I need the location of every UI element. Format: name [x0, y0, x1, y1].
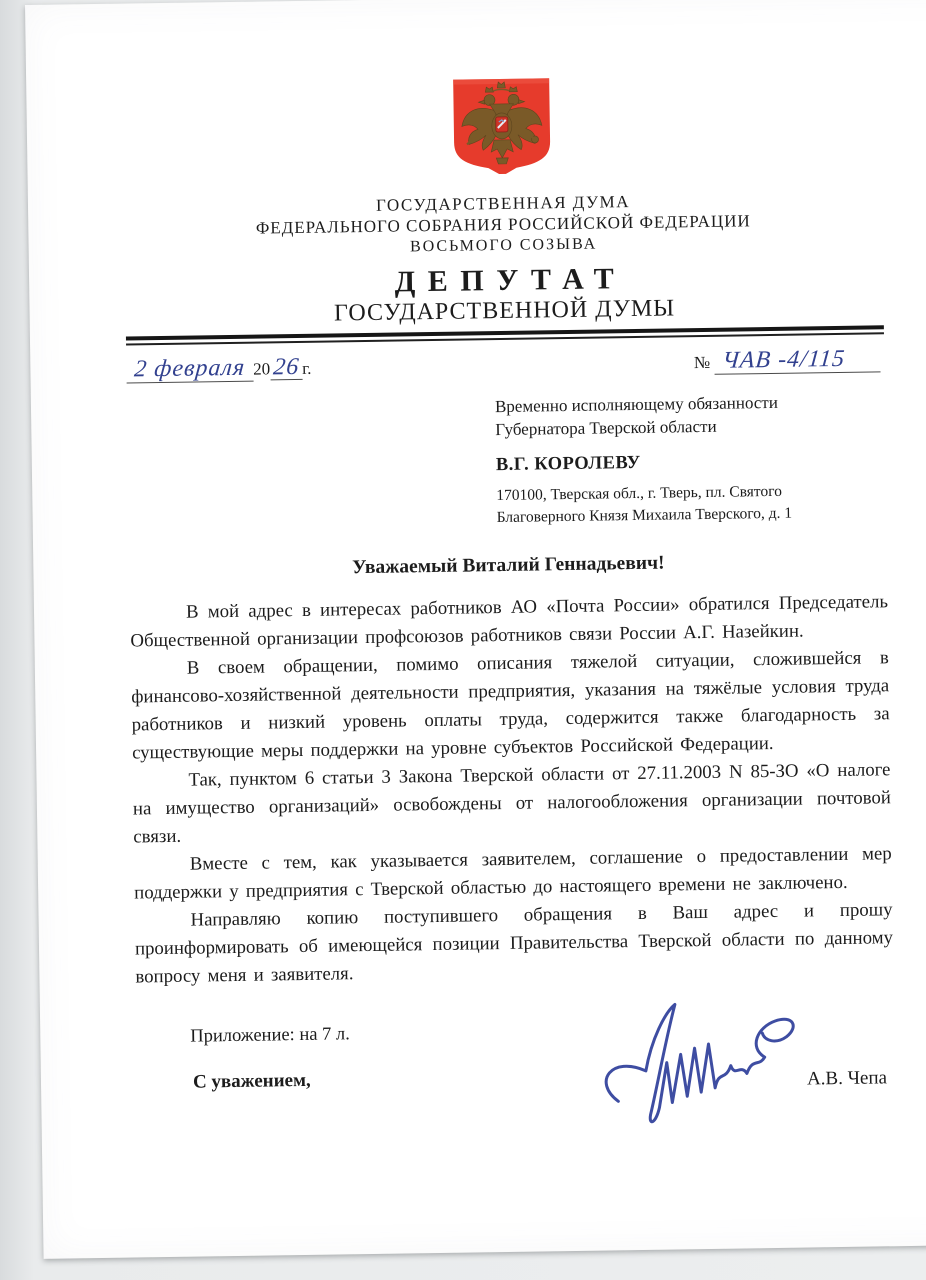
year-handwritten: 26: [271, 354, 301, 381]
number-underline: [714, 347, 880, 375]
year-underline: [270, 355, 302, 380]
addressee-block: [495, 391, 887, 528]
org-name-line1: ГОСУДАРСТВЕННАЯ ДУМА: [375, 192, 631, 215]
number-handwritten: ЧАВ -4/115: [721, 346, 847, 375]
address-line2: Благоверного Князя Михаила Тверского, д. 1: [496, 504, 793, 526]
emblem-container: [122, 70, 881, 184]
letter-body: [130, 588, 894, 991]
date-underline: [126, 356, 253, 384]
attachment-note: Приложение: на 7 л.: [190, 1024, 350, 1047]
deputy-title-line2: ГОСУДАРСТВЕННОЙ ДУМЫ: [333, 294, 676, 326]
addressee-position-line2: Губернатора Тверской области: [495, 417, 717, 440]
addressee-position-line1: Временно исполняющему обязанности: [494, 393, 779, 417]
paragraph: Так, пунктом 6 статьи 3 Закона Тверской области от 27.11.2003 N 85-ЗО «О налоге на имущество организаций» освобождены от налогообложения организации почтовой связи.: [132, 759, 892, 848]
date-handwritten: 2 февраля: [133, 355, 247, 383]
addressee-name: В.Г. КОРОЛЕВУ: [495, 453, 641, 476]
reference-row: [126, 347, 884, 384]
regards-text: С уважением,: [192, 1069, 311, 1093]
address-line1: 170100, Тверская обл., г. Тверь, пл. Святого: [496, 482, 783, 505]
addressee-address: [496, 479, 887, 528]
letter-content: [25, 0, 926, 1096]
paragraph: Направляю копию поступившего обращения в Ваш адрес и прошу проинформировать об имеющейся позиции Правительства Тверской области по данному вопросу меня и заявителя.: [134, 899, 894, 988]
salutation: Уважаемый Виталий Геннадьевич!: [352, 552, 665, 579]
number-label: №: [693, 353, 711, 373]
coat-of-arms-icon: [448, 75, 555, 175]
org-name-line3: ВОСЬМОГО СОЗЫВА: [409, 235, 598, 255]
paragraph: Вместе с тем, как указывается заявителем, соглашение о предоставлении мер поддержки у предприятия с Тверской областью до настоящего времени не заключено.: [134, 843, 892, 904]
deputy-title-line1: ДЕПУТАТ: [394, 261, 627, 299]
letter-page: [25, 0, 926, 1259]
paragraph: В мой адрес в интересах работников АО «Почта России» обратился Председатель Общественной организации профсоюзов работников связи России А.Г. Назейкин.: [130, 591, 889, 652]
org-name-line2: ФЕДЕРАЛЬНОГО СОБРАНИЯ РОССИЙСКОЙ ФЕДЕРАЦИИ: [255, 211, 751, 238]
date-field: [126, 355, 311, 384]
signature-container: [599, 995, 801, 1138]
paragraph: В своем обращении, помимо описания тяжелой ситуации, сложившейся в финансово-хозяйственной деятельности предприятия, указания на тяжёлые условия труда работников и низкий уровень оплаты труда, содержится также благодарность за существующие меры поддержки на уровне субъектов Российской Федерации.: [131, 647, 890, 764]
signature-scribble: [599, 995, 801, 1138]
date-suffix: г.: [302, 359, 312, 379]
signatory-name: А.В. Чепа: [806, 1067, 888, 1090]
number-field: [694, 347, 885, 376]
letterhead: [124, 187, 884, 331]
closing-row: [137, 1061, 895, 1094]
date-century-printed: 20: [253, 359, 271, 379]
